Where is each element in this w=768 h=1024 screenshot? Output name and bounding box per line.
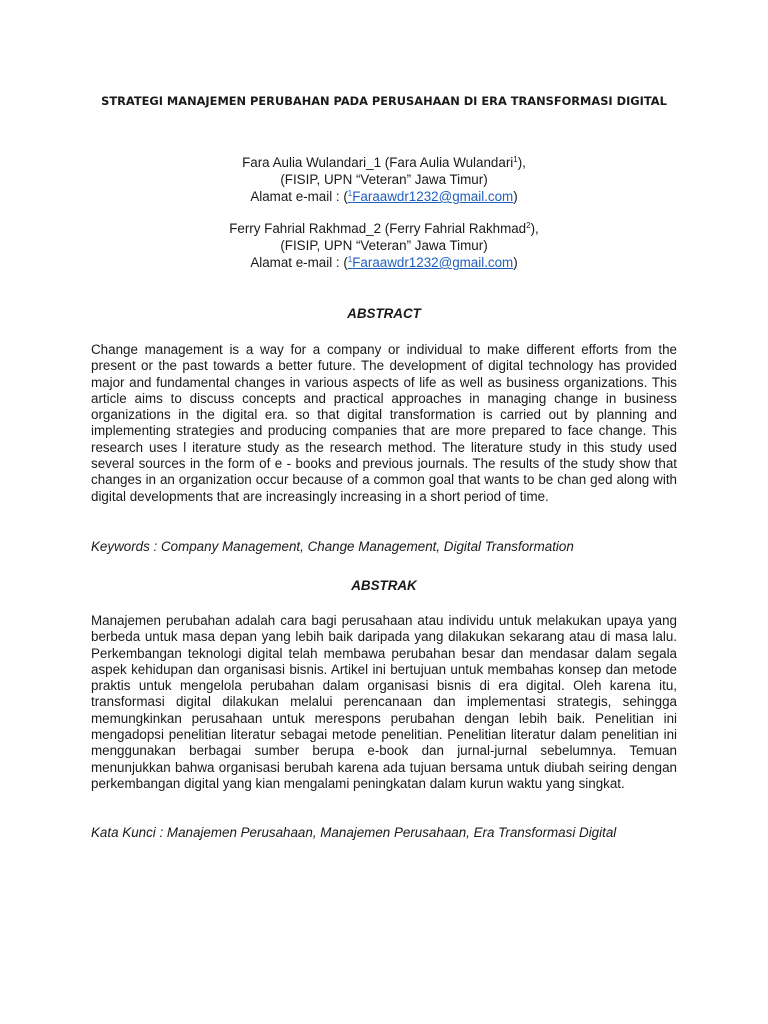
author-affiliation: (FISIP, UPN “Veteran” Jawa Timur) (280, 172, 488, 187)
author-name-suffix: ), (517, 155, 526, 170)
author-name: Ferry Fahrial Rakhmad_2 (Ferry Fahrial Rakhmad (229, 221, 527, 236)
email-label: Alamat e-mail : ( (250, 255, 348, 270)
email-suffix: ) (513, 189, 518, 204)
abstrak-heading: ABSTRAK (351, 578, 417, 593)
author-name-suffix: ), (530, 221, 539, 236)
author-superscript: 1 (513, 155, 518, 164)
email-address: Faraawdr1232@gmail.com (352, 255, 514, 270)
email-superscript: 1 (347, 189, 353, 198)
author-superscript: 2 (526, 221, 531, 230)
abstract-heading: ABSTRACT (347, 306, 421, 321)
email-suffix: ) (513, 255, 518, 270)
author-email-line (0, 254, 768, 271)
abstrak-paragraph: Manajemen perubahan adalah cara bagi perusahaan atau individu untuk melakukan upaya yang berbeda untuk masa depan yang lebih baik daripada yang dilakukan sekarang atau di masa lalu. Perkembangan teknologi digital telah membawa perubahan besar dan mendasar dalam segala aspek kehidupan dan organisasi bisnis. Artikel ini bertujuan untuk membahas konsep dan metode praktis untuk mengelola perubahan dalam organisasi bisnis di era digital. Oleh karena itu, transformasi digital dilakukan melalui perencanaan dan implementasi strategis, sehingga memungkinkan perusahaan untuk merespons perubahan dengan lebih baik. Penelitian ini mengadopsi penelitian literatur sebagai metode penelitian. Penelitian literatur dalam penelitian ini menggunakan berbagai sumber berupa e-book dan jurnal-jurnal sebelumnya. Temuan menunjukkan bahwa organisasi berubah karena ada tujuan bersama untuk diubah seiring dengan perkembangan digital yang kian mengalami peningkatan dalam kurun waktu yang singkat. (91, 613, 677, 791)
email-superscript: 1 (347, 255, 353, 264)
abstrak-keywords: Kata Kunci : Manajemen Perusahaan, Manajemen Perusahaan, Era Transformasi Digital (91, 825, 617, 840)
author-email-line (0, 188, 768, 205)
email-label: Alamat e-mail : ( (250, 189, 348, 204)
email-link[interactable] (348, 255, 513, 270)
author-block-1 (0, 154, 768, 205)
paper-title: STRATEGI MANAJEMEN PERUBAHAN PADA PERUSAHAAN DI ERA TRANSFORMASI DIGITAL (101, 94, 667, 108)
author-name-line (0, 154, 768, 171)
author-affiliation: (FISIP, UPN “Veteran” Jawa Timur) (280, 238, 488, 253)
author-block-2 (0, 220, 768, 271)
abstract-paragraph: Change management is a way for a company or individual to make different efforts from the present or the past towards a better future. The development of digital technology has provided major and fundamental changes in various aspects of life as well as business organizations. This article aims to discuss concepts and practical approaches in managing change in business organizations in the digital era. so that digital transformation is carried out by planning and implementing strategies and producing companies that are more prepared to face change. This research uses l iterature study as the research method. The literature study in this study used several sources in the form of e - books and previous journals. The results of the study show that changes in an organization occur because of a common goal that wants to be chan ged along with digital developments that are increasingly increasing in a short period of time. (91, 342, 677, 504)
author-name-line (0, 220, 768, 237)
email-link[interactable] (348, 189, 513, 204)
email-address: Faraawdr1232@gmail.com (352, 189, 514, 204)
abstract-keywords: Keywords : Company Management, Change Management, Digital Transformation (91, 539, 574, 554)
author-name: Fara Aulia Wulandari_1 (Fara Aulia Wulandari (242, 155, 514, 170)
